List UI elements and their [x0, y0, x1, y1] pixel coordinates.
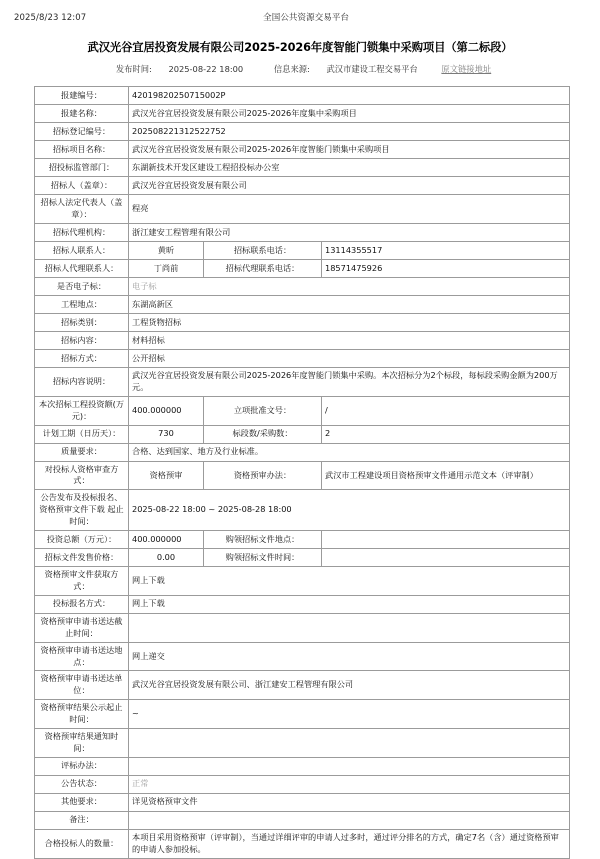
- table-row: [35, 642, 570, 671]
- row-label: 质量要求：: [35, 443, 129, 461]
- row-value-secondary: 2: [322, 425, 570, 443]
- row-label: 合格投标人的数量：: [35, 829, 129, 858]
- source-value: 武汉市建设工程交易平台: [326, 64, 418, 75]
- table-row: [35, 775, 570, 793]
- row-value: 东湖新技术开发区建设工程招投标办公室: [129, 159, 570, 177]
- table-row: [35, 443, 570, 461]
- row-value: 2025-08-22 18:00 ~ 2025-08-28 18:00: [129, 490, 570, 531]
- row-value: 详见资格预审文件: [129, 793, 570, 811]
- row-label: 其他要求：: [35, 793, 129, 811]
- row-value-secondary: 13114355517: [322, 242, 570, 260]
- row-value: 资格预审: [129, 461, 204, 490]
- table-row: [35, 549, 570, 567]
- row-label-secondary: 标段数/采购数：: [204, 425, 322, 443]
- row-value: 武汉光谷宜居投资发展有限公司2025-2026年度智能门锁集中采购项目: [129, 141, 570, 159]
- row-label: 资格预审申请书送达单位：: [35, 671, 129, 700]
- table-row: [35, 87, 570, 105]
- row-label: 公告发布及投标报名、资格预审文件下载 起止时间：: [35, 490, 129, 531]
- row-label: 资格预审结果公示起止时间：: [35, 700, 129, 729]
- table-row: [35, 242, 570, 260]
- row-value: 0.00: [129, 549, 204, 567]
- row-value: 网上下载: [129, 567, 570, 596]
- row-label: 招标项目名称：: [35, 141, 129, 159]
- row-value-secondary: [322, 531, 570, 549]
- row-label: 招标登记编号：: [35, 123, 129, 141]
- row-label-secondary: 招标联系电话：: [204, 242, 322, 260]
- row-label: 招标代理机构：: [35, 224, 129, 242]
- row-value: 材料招标: [129, 332, 570, 350]
- row-label: 资格预审结果通知时间：: [35, 728, 129, 757]
- detail-table: [34, 86, 570, 858]
- row-label: 投标报名方式：: [35, 595, 129, 613]
- document-meta: [0, 63, 600, 75]
- row-label: 计划工期（日历天）：: [35, 425, 129, 443]
- row-value: 网上下载: [129, 595, 570, 613]
- row-label: 招标类别：: [35, 314, 129, 332]
- table-row: [35, 700, 570, 729]
- row-value: 武汉光谷宜居投资发展有限公司2025-2026年度集中采购项目: [129, 105, 570, 123]
- print-timestamp: 2025/8/23 12:07: [14, 13, 87, 23]
- row-label: 资格预审文件获取方式：: [35, 567, 129, 596]
- table-row: [35, 224, 570, 242]
- table-row: [35, 123, 570, 141]
- table-row: [35, 296, 570, 314]
- table-row: [35, 350, 570, 368]
- row-value: 浙江建安工程管理有限公司: [129, 224, 570, 242]
- row-value: 丁尚前: [129, 260, 204, 278]
- table-row: [35, 141, 570, 159]
- row-value: 400.000000: [129, 396, 204, 425]
- publish-time-value: 2025-08-22 18:00: [168, 64, 244, 75]
- row-label: 本次招标工程投资额(万元)：: [35, 396, 129, 425]
- table-row: [35, 728, 570, 757]
- table-row: [35, 396, 570, 425]
- row-value: 黄昕: [129, 242, 204, 260]
- row-label: 招标人联系人：: [35, 242, 129, 260]
- table-row: [35, 461, 570, 490]
- detail-table-body: [35, 87, 570, 858]
- table-row: [35, 757, 570, 775]
- table-row: [35, 159, 570, 177]
- table-row: [35, 278, 570, 296]
- table-row: [35, 177, 570, 195]
- row-value: 电子标: [129, 278, 570, 296]
- table-row: [35, 260, 570, 278]
- row-value: 合格、达到国家、地方及行业标准。: [129, 443, 570, 461]
- row-value: 程亮: [129, 195, 570, 224]
- row-value: 正常: [129, 775, 570, 793]
- row-label-secondary: 资格预审办法：: [204, 461, 322, 490]
- row-label: 招标人代理联系人：: [35, 260, 129, 278]
- row-value: 本项目采用资格预审（评审制），当通过详细评审的申请人过多时，通过评分排名的方式，确定7名（含）通过资格预审的申请人参加投标。: [129, 829, 570, 858]
- table-row: [35, 613, 570, 642]
- row-label-secondary: 购领招标文件地点：: [204, 531, 322, 549]
- table-row: [35, 490, 570, 531]
- row-label: 招标内容说明：: [35, 368, 129, 397]
- table-row: [35, 595, 570, 613]
- row-label: 投资总额（万元）：: [35, 531, 129, 549]
- row-label: 招标内容：: [35, 332, 129, 350]
- publish-time-label: 发布时间:: [115, 64, 152, 75]
- row-label-secondary: 招标代理联系电话：: [204, 260, 322, 278]
- row-label: 公告状态：: [35, 775, 129, 793]
- row-label: 招标方式：: [35, 350, 129, 368]
- row-label: 招标文件发售价格：: [35, 549, 129, 567]
- row-label: 备注：: [35, 811, 129, 829]
- row-label: 招标人（盖章）：: [35, 177, 129, 195]
- row-value: 网上递交: [129, 642, 570, 671]
- row-value: 武汉光谷宜居投资发展有限公司: [129, 177, 570, 195]
- row-value: ~: [129, 700, 570, 729]
- table-row: [35, 567, 570, 596]
- table-row: [35, 829, 570, 858]
- row-value-secondary: /: [322, 396, 570, 425]
- row-value-secondary: 18571475926: [322, 260, 570, 278]
- table-row: [35, 425, 570, 443]
- row-value: 42019820250715002P: [129, 87, 570, 105]
- table-row: [35, 368, 570, 397]
- row-label: 招投标监管部门：: [35, 159, 129, 177]
- row-label-secondary: 购领招标文件时间：: [204, 549, 322, 567]
- row-value: [129, 613, 570, 642]
- detail-table-wrapper: [34, 86, 569, 858]
- table-row: [35, 671, 570, 700]
- row-value-secondary: [322, 549, 570, 567]
- row-value: 东湖高新区: [129, 296, 570, 314]
- row-label: 报建名称：: [35, 105, 129, 123]
- row-value: 730: [129, 425, 204, 443]
- print-header: [0, 0, 600, 23]
- row-value: 武汉光谷宜居投资发展有限公司2025-2026年度智能门锁集中采购。本次招标分为2个标段，每标段采购金额为200万元。: [129, 368, 570, 397]
- source-label: 信息来源:: [273, 64, 310, 75]
- row-label: 报建编号：: [35, 87, 129, 105]
- row-label: 是否电子标：: [35, 278, 129, 296]
- row-value: 公开招标: [129, 350, 570, 368]
- table-row: [35, 811, 570, 829]
- row-label: 评标办法：: [35, 757, 129, 775]
- portal-name: 全国公共资源交易平台: [263, 13, 350, 23]
- table-row: [35, 314, 570, 332]
- row-value: 400.000000: [129, 531, 204, 549]
- table-row: [35, 195, 570, 224]
- row-label: 资格预审申请书送达地点：: [35, 642, 129, 671]
- source-link[interactable]: 原文链接地址: [441, 64, 492, 75]
- row-label: 对投标人资格审查方式：: [35, 461, 129, 490]
- row-value: [129, 811, 570, 829]
- row-label: 工程地点：: [35, 296, 129, 314]
- row-value: [129, 757, 570, 775]
- table-row: [35, 332, 570, 350]
- row-value: 202508221312522752: [129, 123, 570, 141]
- row-value: 工程货物招标: [129, 314, 570, 332]
- row-label-secondary: 立项批准文号：: [204, 396, 322, 425]
- page-title: 武汉光谷宜居投资发展有限公司2025-2026年度智能门锁集中采购项目（第二标段）: [87, 41, 513, 54]
- row-value-secondary: 武汉市工程建设项目资格预审文件通用示范文本（评审制）: [322, 461, 570, 490]
- table-row: [35, 793, 570, 811]
- row-label: 招标人法定代表人（盖章）：: [35, 195, 129, 224]
- table-row: [35, 105, 570, 123]
- row-label: 资格预审申请书送达截止时间：: [35, 613, 129, 642]
- row-value: [129, 728, 570, 757]
- table-row: [35, 531, 570, 549]
- row-value: 武汉光谷宜居投资发展有限公司、浙江建安工程管理有限公司: [129, 671, 570, 700]
